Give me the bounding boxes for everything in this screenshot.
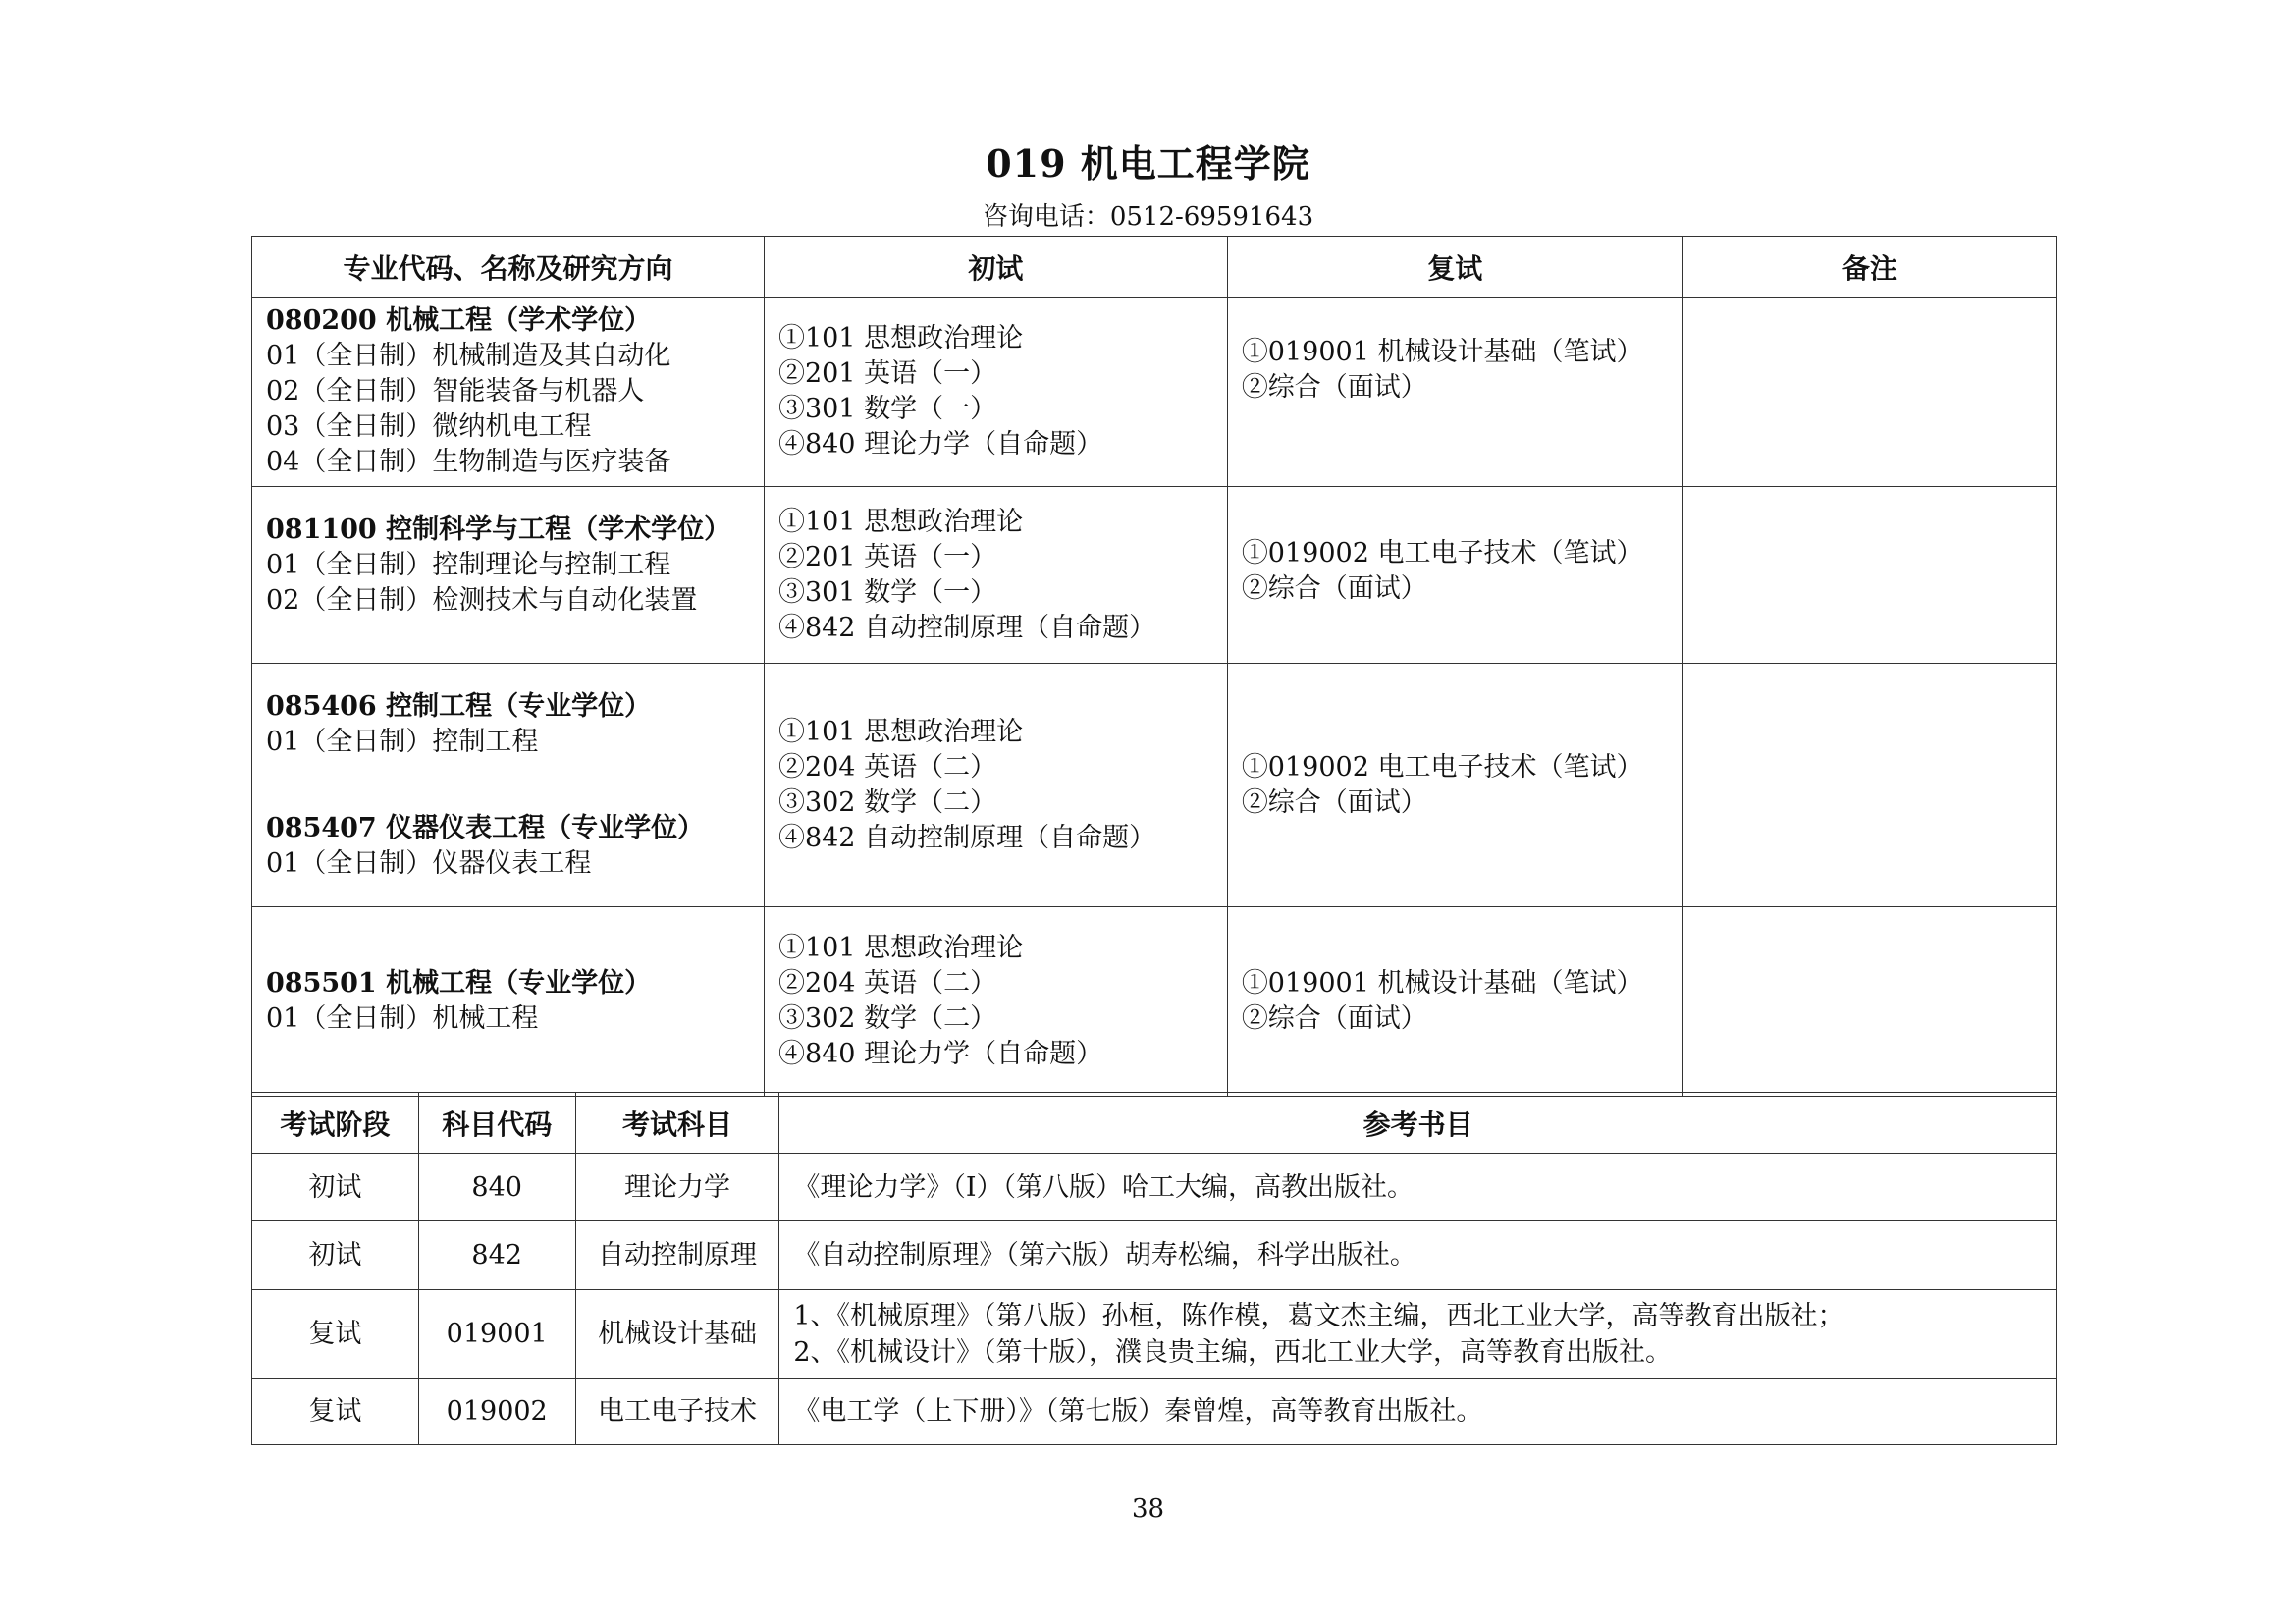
- retest-subject: ①019002 电工电子技术（笔试）: [1241, 538, 1643, 568]
- header-initial: 初试: [764, 237, 1227, 298]
- book-entry: 《理论力学》（I）（第八版）哈工大编，高教出版社。: [793, 1171, 1414, 1203]
- reference-books-table: [251, 1092, 2057, 1445]
- stage-cell: 复试: [252, 1379, 419, 1445]
- retest-cell: [1227, 907, 1682, 1097]
- major-title: 085407 仪器仪表工程（专业学位）: [266, 812, 705, 843]
- exam-subject: ①101 思想政治理论: [777, 933, 1024, 963]
- table-row: [252, 664, 2057, 785]
- retest-subject: ①019002 电工电子技术（笔试）: [1241, 751, 1643, 783]
- books-cell: [779, 1379, 2057, 1445]
- initial-exam-cell: [764, 298, 1227, 487]
- header-code: 科目代码: [418, 1093, 575, 1154]
- header-major: 专业代码、名称及研究方向: [252, 237, 765, 298]
- table-row: [252, 298, 2057, 487]
- contact-phone: 咨询电话：0512-69591643: [982, 202, 1314, 232]
- page-title: 019 机电工程学院: [986, 141, 1310, 186]
- subject-cell: 机械设计基础: [575, 1290, 779, 1379]
- major-cell: [252, 487, 765, 664]
- code-cell: 842: [418, 1221, 575, 1290]
- stage-cell: 复试: [252, 1290, 419, 1379]
- exam-subject: ③302 数学（二）: [777, 1003, 997, 1034]
- retest-subject: ①019001 机械设计基础（笔试）: [1241, 337, 1643, 367]
- exam-subject: ②201 英语（一）: [777, 358, 997, 389]
- exam-subject: ③301 数学（一）: [777, 394, 997, 424]
- retest-subject: ①019001 机械设计基础（笔试）: [1241, 968, 1643, 999]
- note-cell: [1682, 907, 2056, 1097]
- stage-cell: 初试: [252, 1221, 419, 1290]
- code-cell: 019002: [418, 1379, 575, 1445]
- table-row: [252, 1221, 2057, 1290]
- major-cell: [252, 907, 765, 1097]
- book-entry: 2、《机械设计》（第十版），濮良贵主编，西北工业大学，高等教育出版社。: [793, 1336, 1673, 1368]
- research-direction: 01（全日制）机械工程: [266, 1003, 539, 1034]
- code-cell: 019001: [418, 1290, 575, 1379]
- table-row: [252, 1290, 2057, 1379]
- exam-subject: ②204 英语（二）: [777, 968, 997, 999]
- major-cell: [252, 298, 765, 487]
- stage-cell: 初试: [252, 1154, 419, 1221]
- retest-subject: ②综合（面试）: [1241, 1003, 1427, 1034]
- exam-subject: ②204 英语（二）: [777, 751, 997, 783]
- exam-subject: ④840 理论力学（自命题）: [777, 429, 1103, 460]
- research-direction: 01（全日制）仪器仪表工程: [266, 847, 592, 879]
- header-subject: 考试科目: [575, 1093, 779, 1154]
- retest-cell: [1227, 298, 1682, 487]
- program-table: [251, 236, 2057, 1097]
- retest-subject: ②综合（面试）: [1241, 786, 1427, 818]
- program-table-header: [252, 237, 2057, 298]
- exam-subject: ①101 思想政治理论: [777, 323, 1024, 353]
- retest-subject: ②综合（面试）: [1241, 573, 1427, 604]
- initial-exam-cell: [764, 664, 1227, 907]
- major-title: 085406 控制工程（专业学位）: [266, 690, 652, 722]
- books-cell: [779, 1221, 2057, 1290]
- major-title: 080200 机械工程（学术学位）: [266, 305, 652, 336]
- major-title: 085501 机械工程（专业学位）: [266, 968, 652, 999]
- header-stage: 考试阶段: [252, 1093, 419, 1154]
- exam-subject: ②201 英语（一）: [777, 541, 997, 572]
- note-cell: [1682, 664, 2056, 907]
- header-note: 备注: [1682, 237, 2056, 298]
- table-row: [252, 1154, 2057, 1221]
- exam-subject: ③302 数学（二）: [777, 786, 997, 818]
- books-cell: [779, 1290, 2057, 1379]
- note-cell: [1682, 487, 2056, 664]
- header-retest: 复试: [1227, 237, 1682, 298]
- exam-subject: ③301 数学（一）: [777, 576, 997, 608]
- research-direction: 01（全日制）机械制造及其自动化: [266, 341, 671, 371]
- book-entry: 1、《机械原理》（第八版）孙桓，陈作模，葛文杰主编，西北工业大学，高等教育出版社；: [793, 1300, 1844, 1331]
- initial-exam-cell: [764, 487, 1227, 664]
- page-number: 38: [1131, 1494, 1165, 1524]
- retest-cell: [1227, 664, 1682, 907]
- research-direction: 01（全日制）控制工程: [266, 726, 539, 757]
- major-title: 081100 控制科学与工程（学术学位）: [266, 514, 731, 545]
- reference-table-header: [252, 1093, 2057, 1154]
- book-entry: 《电工学（上下册）》（第七版）秦曾煌，高等教育出版社。: [793, 1396, 1483, 1427]
- header-books: 参考书目: [779, 1093, 2057, 1154]
- exam-subject: ①101 思想政治理论: [777, 506, 1024, 537]
- exam-subject: ①101 思想政治理论: [777, 716, 1024, 747]
- major-cell: [252, 664, 765, 785]
- research-direction: 03（全日制）微纳机电工程: [266, 411, 592, 442]
- research-direction: 02（全日制）检测技术与自动化装置: [266, 585, 698, 616]
- note-cell: [1682, 298, 2056, 487]
- research-direction: 02（全日制）智能装备与机器人: [266, 376, 645, 406]
- retest-cell: [1227, 487, 1682, 664]
- table-row: [252, 487, 2057, 664]
- book-entry: 《自动控制原理》（第六版）胡寿松编，科学出版社。: [793, 1240, 1416, 1271]
- initial-exam-cell: [764, 907, 1227, 1097]
- subject-cell: 自动控制原理: [575, 1221, 779, 1290]
- code-cell: 840: [418, 1154, 575, 1221]
- table-row: [252, 1379, 2057, 1445]
- subject-cell: 理论力学: [575, 1154, 779, 1221]
- exam-subject: ④842 自动控制原理（自命题）: [777, 612, 1156, 643]
- retest-subject: ②综合（面试）: [1241, 372, 1427, 403]
- books-cell: [779, 1154, 2057, 1221]
- research-direction: 01（全日制）控制理论与控制工程: [266, 550, 671, 580]
- research-direction: 04（全日制）生物制造与医疗装备: [266, 447, 671, 477]
- subject-cell: 电工电子技术: [575, 1379, 779, 1445]
- major-cell: [252, 785, 765, 907]
- exam-subject: ④842 自动控制原理（自命题）: [777, 822, 1156, 853]
- table-row: [252, 907, 2057, 1097]
- exam-subject: ④840 理论力学（自命题）: [777, 1039, 1103, 1069]
